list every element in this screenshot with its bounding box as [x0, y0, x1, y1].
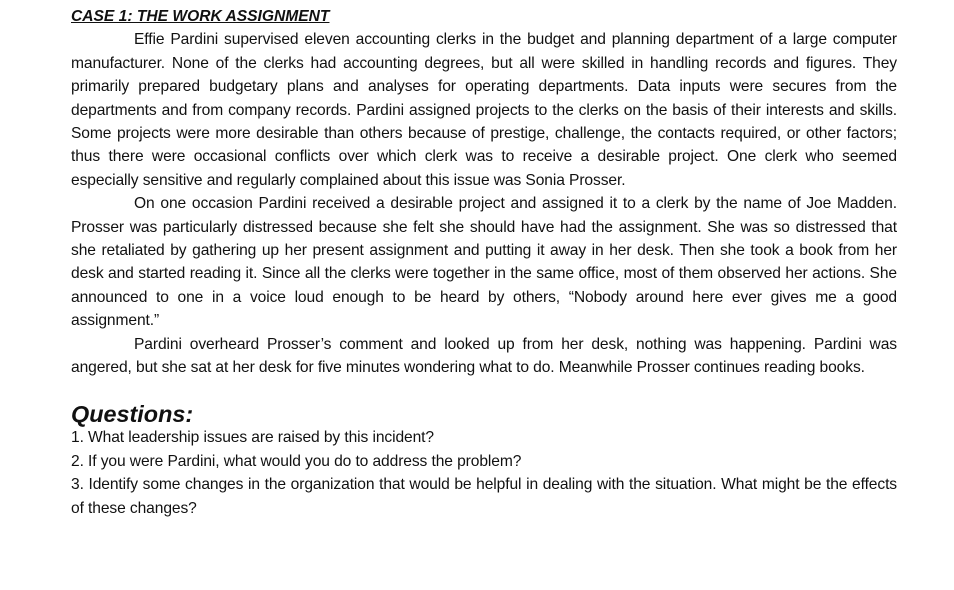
- case-paragraph-1: Effie Pardini supervised eleven accounting clerks in the budget and planning department of a large computer manufacturer. None of the clerks had accounting degrees, but all were skilled in handling records and figures. They primarily prepared budgetary plans and analyses for operating departments. Data inputs were secures from the departments and from company records. Pardini assigned projects to the clerks on the basis of their interests and skills. Some projects were more desirable than others because of prestige, challenge, the contacts required, or other factors; thus there were occasional conflicts over which clerk was to receive a desirable project. One clerk who seemed especially sensitive and regularly complained about this issue was Sonia Prosser.: [71, 31, 897, 189]
- section-spacer: [71, 380, 897, 403]
- questions-list: [71, 426, 897, 520]
- questions-title: Questions:: [71, 400, 194, 427]
- question-item-1: 1. What leadership issues are raised by this incident?: [71, 429, 434, 447]
- case-paragraph-3: Pardini overheard Prosser’s comment and looked up from her desk, nothing was happening. Pardini was angered, but she sat at her desk for five minutes wondering what to do. Meanwhile Prosser continues reading books.: [71, 335, 897, 377]
- document-page: [71, 5, 897, 520]
- case-title: CASE 1: THE WORK ASSIGNMENT: [71, 8, 330, 25]
- question-item-2: 2. If you were Pardini, what would you do to address the problem?: [71, 452, 522, 470]
- case-paragraph-2: On one occasion Pardini received a desirable project and assigned it to a clerk by the name of Joe Madden. Prosser was particularly distressed because she felt she should have had the assignment. She was so distressed that she retaliated by gathering up her present assignment and putting it away in her desk. Then she took a book from her desk and started reading it. Since all the clerks were together in the same office, most of them observed her actions. She announced to one in a voice loud enough to be heard by others, “Nobody around here ever gives me a good assignment.”: [71, 195, 897, 330]
- question-item-3: 3. Identify some changes in the organization that would be helpful in dealing with the situation. What might be the effects of these changes?: [71, 476, 897, 517]
